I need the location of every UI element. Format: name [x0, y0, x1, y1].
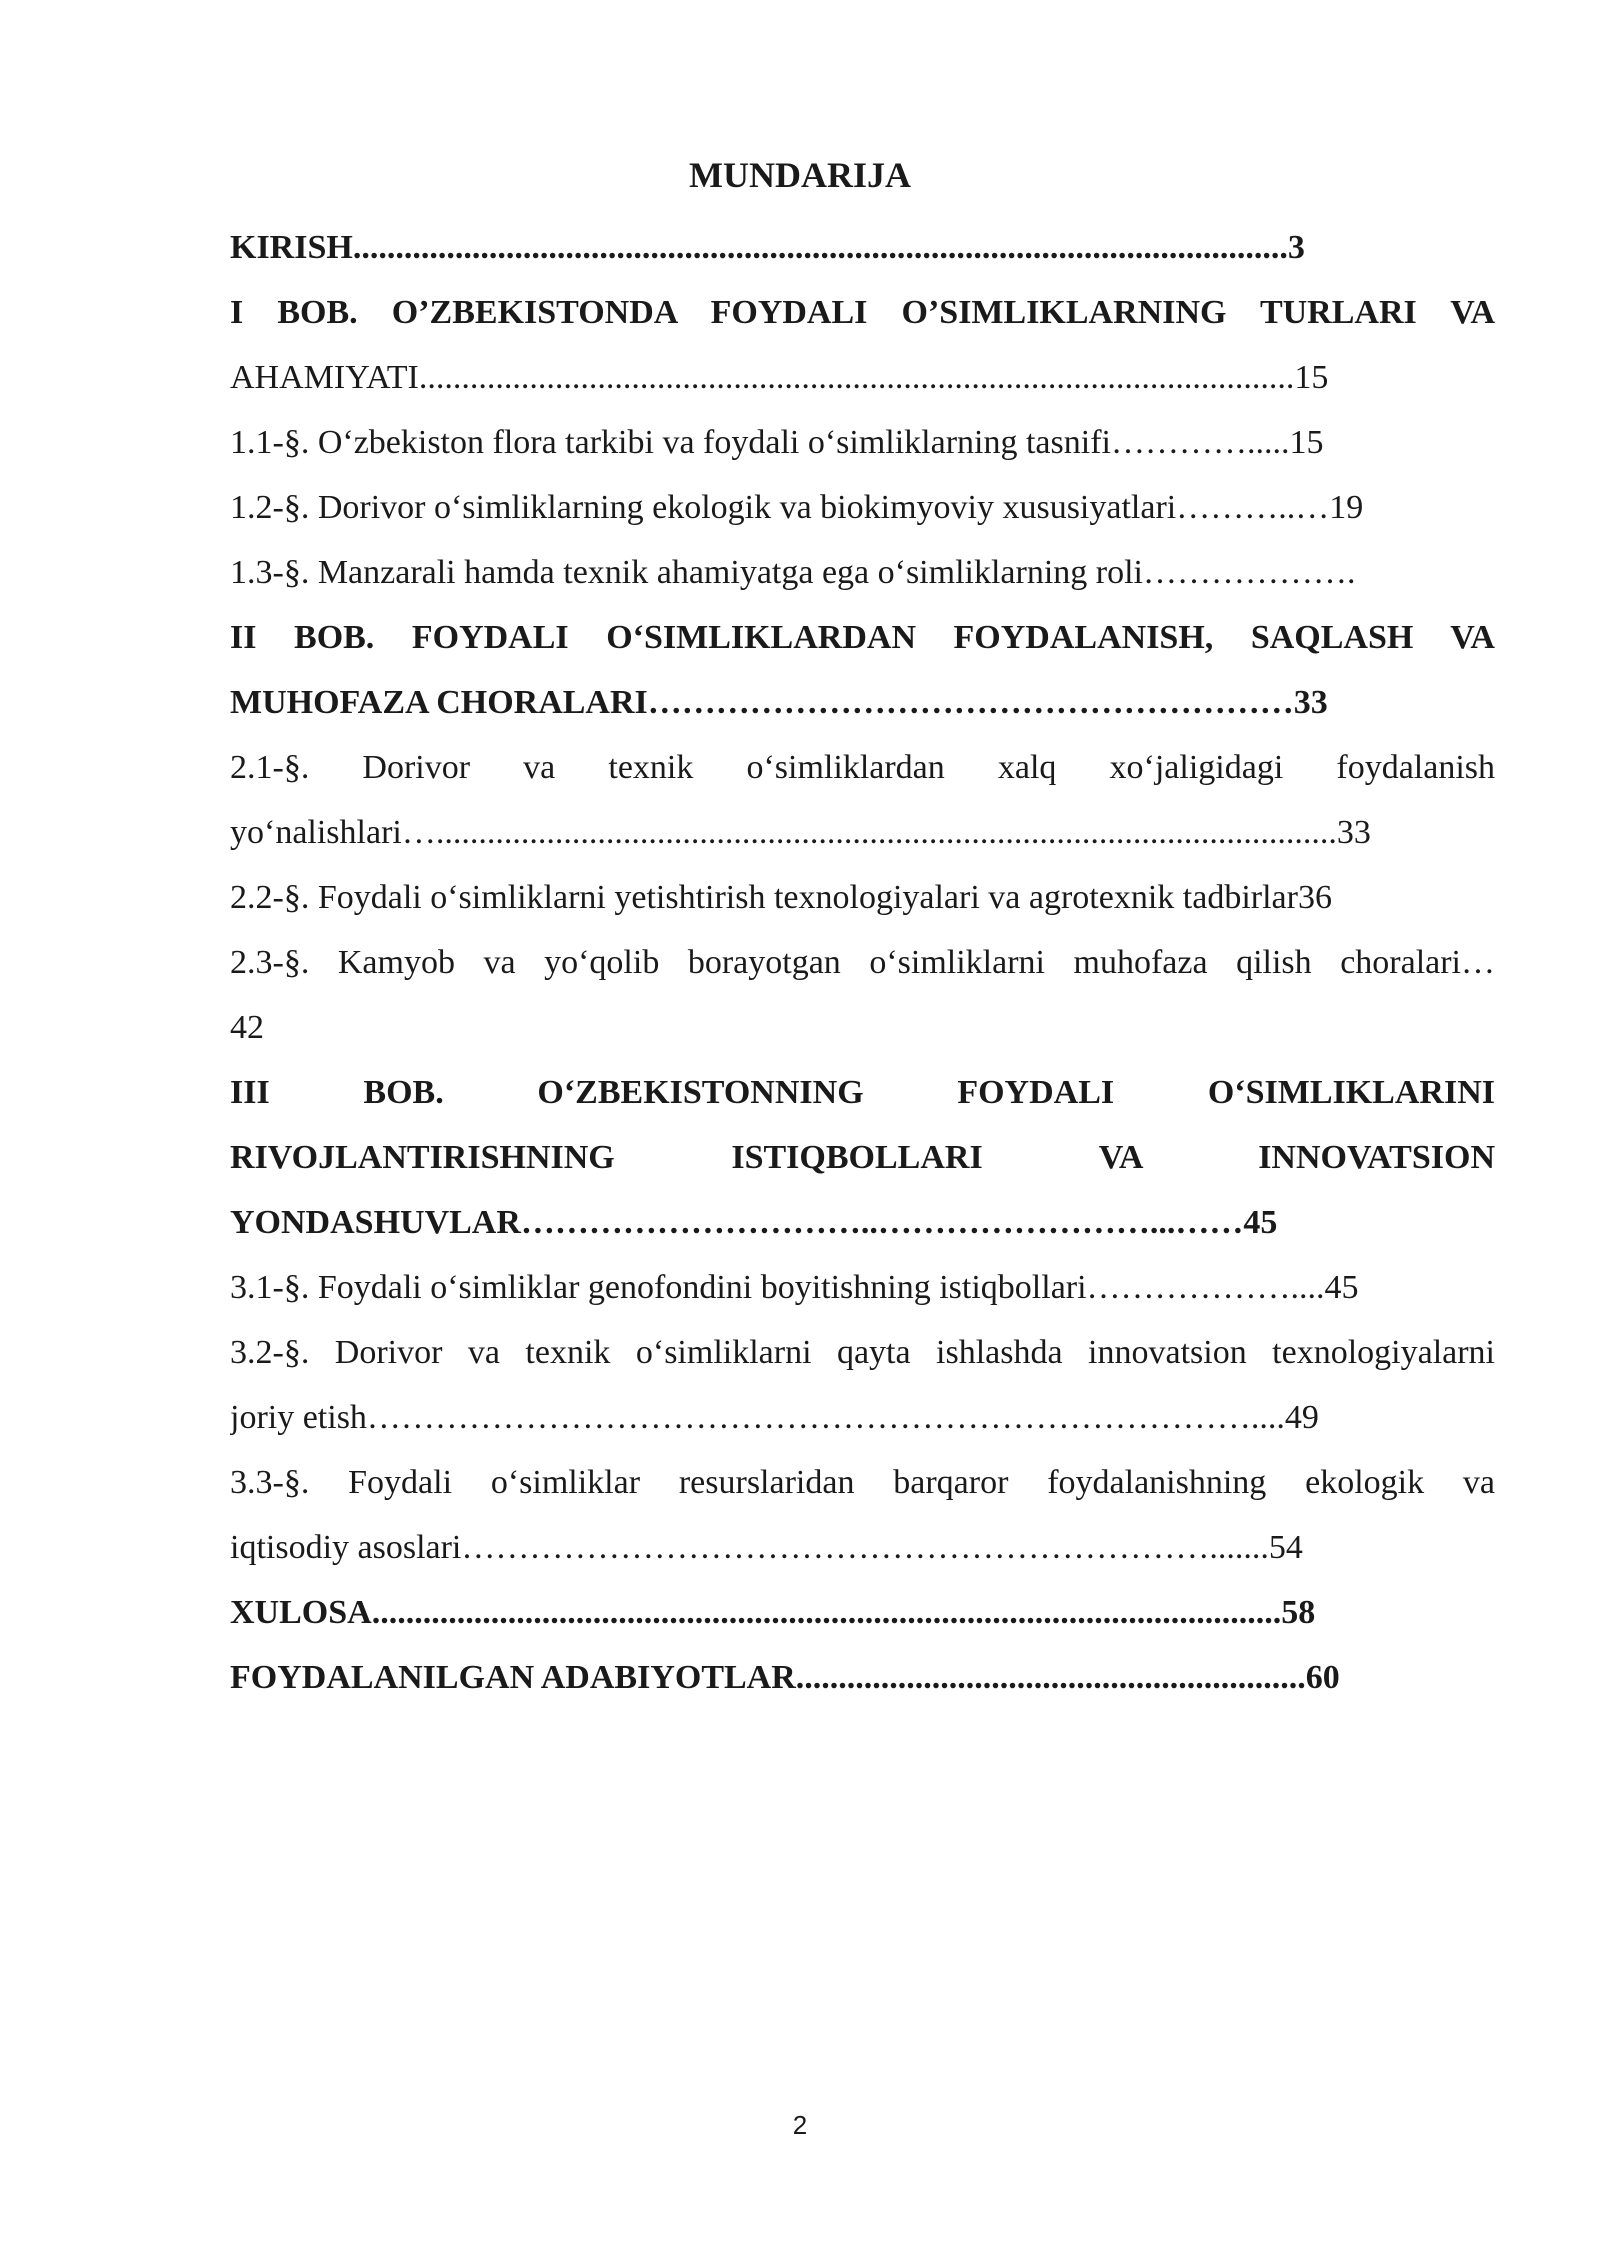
toc-line: II BOB. FOYDALI O‘SIMLIKLARDAN FOYDALANISH, SAQLASH VA	[230, 619, 1495, 656]
toc-line: I BOB. O’ZBEKISTONDA FOYDALI O’SIMLIKLARNING TURLARI VA	[230, 294, 1495, 331]
toc-line: yo‘nalishlari…..........................................................................................................33	[230, 814, 1371, 851]
toc-line: 42	[230, 1009, 264, 1046]
toc-line: 1.1-§. O‘zbekiston flora tarkibi va foydali o‘simliklarning tasnifi………….....15	[230, 424, 1324, 461]
toc-line: KIRISH..............................................................................................................3	[230, 229, 1305, 266]
page-title: MUNDARIJA	[689, 155, 911, 195]
toc-line: 1.3-§. Manzarali hamda texnik ahamiyatga ega o‘simliklarning roli……………….	[230, 554, 1356, 591]
page-number: 2	[792, 2110, 808, 2140]
toc-line: FOYDALANILGAN ADABIYOTLAR............................................................60	[230, 1659, 1340, 1696]
table-of-contents	[230, 215, 1495, 1710]
toc-line: iqtisodiy asoslari………………………………………………………….......54	[230, 1529, 1303, 1566]
toc-line: AHAMIYATI.......................................................................................................15	[230, 359, 1329, 396]
toc-line: YONDASHUVLAR…………………………..……………………...……45	[230, 1204, 1278, 1241]
toc-line: 3.1-§. Foydali o‘simliklar genofondini boyitishning istiqbollari………………....45	[230, 1269, 1359, 1306]
toc-line: joriy etish……………………………………………………………………....49	[230, 1399, 1319, 1436]
toc-line: 2.3-§. Kamyob va yo‘qolib borayotgan o‘simliklarni muhofaza qilish choralari…	[230, 944, 1495, 981]
toc-line: 2.2-§. Foydali o‘simliklarni yetishtirish texnologiyalari va agrotexnik tadbirlar36	[230, 879, 1332, 916]
toc-line: 3.2-§. Dorivor va texnik o‘simliklarni qayta ishlashda innovatsion texnologiyalarni	[230, 1334, 1495, 1371]
toc-line: 3.3-§. Foydali o‘simliklar resurslaridan barqaror foydalanishning ekologik va	[230, 1464, 1495, 1501]
toc-line: 1.2-§. Dorivor o‘simliklarning ekologik va biokimyoviy xususiyatlari………..…19	[230, 489, 1364, 526]
toc-line: III BOB. O‘ZBEKISTONNING FOYDALI O‘SIMLIKLARINI	[230, 1074, 1495, 1111]
toc-line: 2.1-§. Dorivor va texnik o‘simliklardan xalq xo‘jaligidagi foydalanish	[230, 749, 1495, 786]
toc-line: RIVOJLANTIRISHNING ISTIQBOLLARI VA INNOVATSION	[230, 1139, 1495, 1176]
toc-line: MUHOFAZA CHORALARI…………………………………………………33	[230, 684, 1328, 721]
toc-line: XULOSA...........................................................................................................58	[230, 1594, 1316, 1631]
